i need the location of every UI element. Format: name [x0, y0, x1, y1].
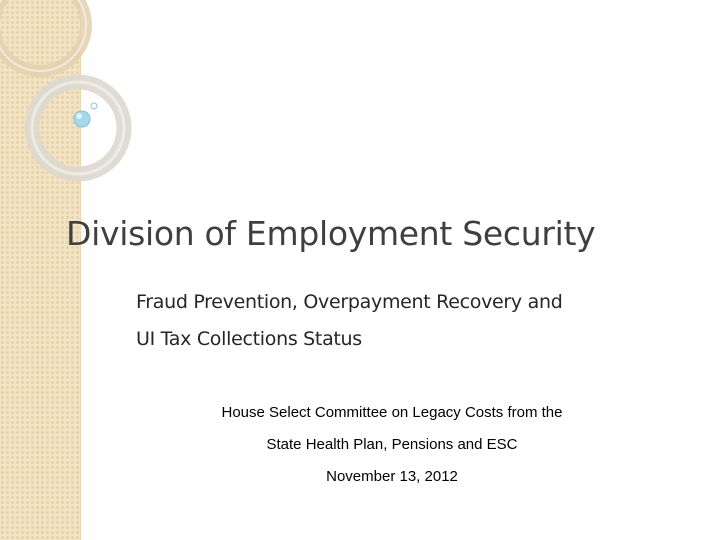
- subtitle-line-1: Fraud Prevention, Overpayment Recovery and: [136, 291, 563, 313]
- slide-title: Division of Employment Security: [66, 214, 596, 253]
- slide-subtitle: [136, 284, 696, 358]
- committee-line-1: House Select Committee on Legacy Costs from the: [221, 404, 563, 421]
- presentation-date: November 13, 2012: [326, 468, 458, 485]
- committee-line-2: State Health Plan, Pensions and ESC: [266, 436, 518, 453]
- presentation-info: [120, 397, 664, 493]
- decorative-rings-icon: [0, 0, 140, 200]
- subtitle-line-2: UI Tax Collections Status: [136, 328, 362, 350]
